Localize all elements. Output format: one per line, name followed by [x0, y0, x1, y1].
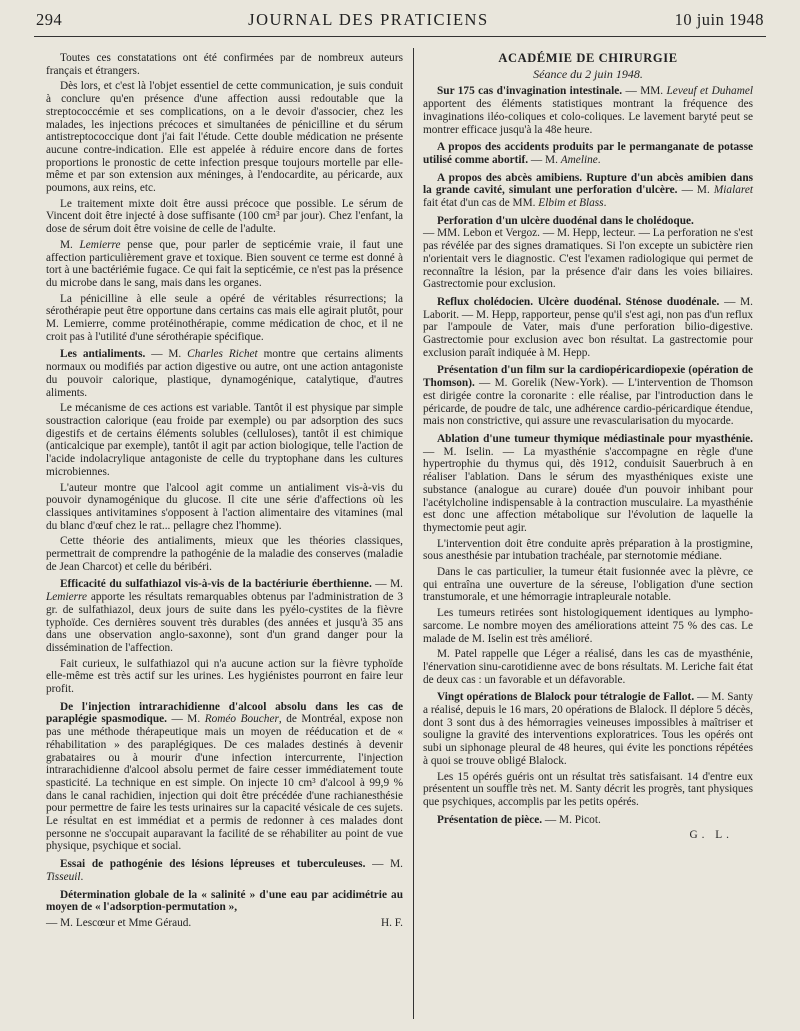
- entry-title: Perforation d'un ulcère duodénal dans le cholédoque.: [437, 214, 694, 227]
- issue-date: 10 juin 1948: [674, 10, 764, 29]
- text-run: — M.: [145, 348, 188, 361]
- text-run: — M. Iselin. — La myasthénie s'accompagne en règle d'une hypertrophie du thymus qui, dès 1912, conduisit Sauerbruch à en réaliser l'ablation. Dans le sérum des myasthéniques existe une substance (analogue au curare) douée d'un pouvoir inhibant pour l'acétylcholine indispensable à la contraction musculaire. La myasthénie est donc une affection métabolique sur l'évolution de laquelle la thymectomie peut agir.: [423, 445, 753, 534]
- author-names: — M. Lescœur et Mme Géraud.: [46, 917, 192, 929]
- text-run: pense que, pour parler de septicémie vraie, il faut une affection particulièrement grave et toxique. Bien souvent ce terme est donné à tort à une bactériémie fugace. Ce qui fait la septicémie, ce n'est pas la présence du microbe dans le sang, mais dans les organes.: [46, 238, 403, 289]
- text-run: — M.: [528, 153, 561, 166]
- signature-line: [46, 917, 403, 930]
- column-divider: [413, 48, 414, 1019]
- paragraph: Toutes ces constatations ont été confirmées par de nombreux auteurs français et étrangers.: [46, 52, 403, 77]
- paragraph: L'auteur montre que l'alcool agit comme un antialiment vis-à-vis du pouvoir dynamogénique du glucose. Il cite une série d'affections où les classiques antivitamines s'opposent à l'action alimentaire des vitamines (mal du blanc d'œuf chez le rat... pellagre chez l'homme).: [46, 481, 403, 532]
- paragraph: M. Patel rappelle que Léger a réalisé, dans les cas de myasthénie, l'énervation sinu-carotidienne avec de bons résultats. M. Leriche fait état de deux cas : un favorable et un défavorable.: [423, 648, 753, 686]
- paragraph: Fait curieux, le sulfathiazol qui n'a aucune action sur la fièvre typhoïde elle-même est très actif sur les urines. Les hygiénistes pourront en faire leur profit.: [46, 657, 403, 696]
- author-name: Roméo Boucher: [204, 713, 279, 726]
- entry-title: Reflux cholédocien. Ulcère duodénal. Sténose duodénale.: [437, 295, 720, 308]
- author-name: Mialaret: [713, 184, 753, 197]
- paragraph: L'intervention doit être conduite après préparation à la prostigmine, sous anesthésie par intubation trachéale, par sternotomie médiane.: [423, 537, 753, 563]
- entry-title: Présentation de pièce.: [437, 813, 543, 826]
- entry-title: Présentation d'un film sur la cardiopéricardiopexie (opération de Thomson).: [423, 364, 753, 390]
- entry-invagination: [423, 85, 753, 136]
- paragraph: La pénicilline à elle seule a opéré de véritables résurrections; la sérothérapie peut être opportune dans certains cas mais elle agirait plutôt, pour M. Lemierre, comme protéinothérapie, comme médication de choc, et il ne croit pas à l'utilité d'une sérothérapie spécifique.: [46, 292, 403, 343]
- paragraph: Le mécanisme de ces actions est variable. Tantôt il est physique par simple soustraction calorique (eau froide par exemple) ou par adsorption des sucs digestifs et de certains éléments solubles (celluloses), tantôt il est chimique (anticalcique par exemple), tantôt il agit par action biologique, telle l'action de l'acide indolacrylique antagoniste de celle du tryptophane dans les cultures microbiennes.: [46, 402, 403, 478]
- entry-reflux: [423, 296, 753, 360]
- header-rule: [34, 36, 766, 37]
- paragraph: [46, 239, 403, 290]
- section-title: De l'injection intrarachidienne d'alcool absolu dans les cas de paraplégie spasmodique.: [46, 700, 403, 726]
- paragraph: Le traitement mixte doit être aussi précoce que possible. Le sérum de Vincent doit être injecté à dose suffisante (100 cm³ par jour). Chez l'enfant, la dose de sérum doit être voisine de celle de l'adulte.: [46, 197, 403, 236]
- text-run: — M.: [677, 184, 714, 197]
- paragraph: Les 15 opérés guéris ont un résultat très satisfaisant. 14 d'entre eux présentent un souffle très net. M. Santy décrit les progrès, tant physiques que psychiques, accomplis par les petits opérés.: [423, 770, 753, 808]
- left-column: [46, 52, 403, 933]
- session-date: Séance du 2 juin 1948.: [533, 66, 643, 81]
- text-run: apporte les résultats remarquables obtenus par l'administration de 3 gr. de sulfathiazol, deux jours de suite dans les pyélo-cystites de la fièvre typhoïde. Ces dernières souvent très durables (des années et jusqu'à 35 ans dans une observation anglo-saxonne), sont d'un grand danger pour la dissémination de l'affection.: [46, 591, 403, 654]
- text-run: — M.: [371, 578, 403, 591]
- section-sulfathiazol: [46, 578, 403, 654]
- entry-permanganate: [423, 141, 753, 166]
- text-run: apportent des éléments statistiques montrant la fréquence des invaginations iléo-coliques et colo-coliques. Le lavement baryté peut se montrer efficace jusqu'à la 48e heure.: [423, 98, 753, 136]
- paragraph: Cette théorie des antialiments, mieux que les théories classiques, permettrait de comprendre la pathogénie de la maladie des conserves (maladie de Jean Charcot) et celle du béribéri.: [46, 535, 403, 573]
- section-antialiments: [46, 348, 403, 399]
- author-name: Ameline: [560, 153, 598, 166]
- entry-blalock: [423, 691, 753, 767]
- text-run: — M.: [365, 858, 403, 871]
- entry-abces: [423, 172, 753, 210]
- entry-title: Ablation d'une tumeur thymique médiastinale pour myasthénie.: [437, 432, 753, 445]
- signature: H. F.: [380, 917, 403, 929]
- paragraph: Dans le cas particulier, la tumeur était fusionnée avec la plèvre, ce qui entraîna une ouverture de la séreuse, l'obligation d'une section transtumorale, et une hémorragie intrapleurale notable.: [423, 566, 753, 604]
- section-header: ACADÉMIE DE CHIRURGIE: [498, 51, 678, 65]
- paragraph: Les tumeurs retirées sont histologiquement identiques au lympho-sarcome. Le nombre moyen des améliorations atteint 75 % des cas. Le malade de M. Iselin est très amélioré.: [423, 607, 753, 645]
- section-title: Détermination globale de la « salinité » d'une eau par acidimétrie au moyen de « l'adsorption-permutation »,: [46, 888, 403, 914]
- entry-thymus: [423, 433, 753, 535]
- text-run: , de Montréal, expose non pas une méthode thérapeutique mais un moyen de rééducation et de « réhabilitation » des paraplégiques. De ces malades destinés à devenir grabataires ou à mourir d'une infection intercurrente, l'injection intrarachidienne d'alcool absolu permet de faire cesser immédiatement toute spasticité. La technique en est simple. On injecte 10 cm³ d'alcool à 99,9 % dans le canal rachidien, injection qui doit être précédée d'une rachianesthésie pour permettre de faire les tests urinaires sur la capacité vésicale de ces sujets. Le résultat en est immédiat et a permis de redonner à ces malades dont personne ne s'occupait auparavant la facilité de se réhabiliter au point de vue physique, psychique et social.: [46, 713, 403, 853]
- right-column: [423, 52, 753, 845]
- text-run: montre que certains aliments normaux ou modifiés par action digestive ou autre, ont une action antagoniste du pouvoir calorique, plastique, dynamogénique, catalytique, d'autres aliments.: [46, 348, 403, 399]
- author-names: Elbim et Blass: [538, 197, 604, 210]
- entry-title: A propos des abcès amibiens. Rupture d'un abcès amibien dans la grande cavité, simulant une perforation d'ulcère.: [423, 171, 753, 197]
- text-run: M.: [60, 238, 80, 251]
- entry-title: A propos des accidents produits par le permanganate de potasse utilisé comme abortif.: [423, 141, 753, 166]
- text-run: fait état d'un cas de MM.: [423, 197, 539, 210]
- paragraph: Dès lors, et c'est là l'objet essentiel de cette communication, je suis conduit à conclure qu'en présence d'une affection aussi redoutable que la streptococcémie et ses complications, on a le devoir d'associer, chez les malades, les injections précoces et simultanées de pénicilline et du sérum antistreptococcique dont j'ai fait l'étude. Cette double médication ne présente aucune contre-indication. Elle est appelée à réduire encore dans de fortes proportions le pronostic de cette infection presque toujours mortelle par elle-même et par son extension aux méninges, à l'endocardite, au péricarde, aux poumons, aux reins, etc.: [46, 80, 403, 195]
- text-run: .: [597, 153, 601, 166]
- section-lepreuses: [46, 858, 403, 883]
- section-title: Essai de pathogénie des lésions lépreuses et tuberculeuses.: [60, 858, 366, 871]
- entry-title: Vingt opérations de Blalock pour tétralogie de Fallot.: [437, 691, 695, 704]
- page-header: [36, 10, 764, 36]
- entry-piece: [423, 814, 753, 827]
- text-run: .: [80, 870, 84, 883]
- signature: G. L.: [689, 829, 733, 842]
- author-names: Leveuf et Duhamel: [666, 85, 753, 98]
- section-title: Les antialiments.: [60, 348, 146, 361]
- text-run: — M. Laborit. — M. Hepp, rapporteur, pense qu'il s'est agi, non pas d'un reflux par l'ampoule de Vater, mais d'une perforation bilio-digestive. Gastrectomie pour exclusion avec bon résultat. La gastrectomie pour exclusion paraît indiquée à M. Hepp.: [423, 295, 753, 359]
- entry-film: [423, 364, 753, 428]
- text-run: .: [603, 197, 607, 210]
- entry-perforation: [423, 215, 753, 291]
- author-name: Charles Richet: [187, 348, 258, 361]
- text-run: — M. Gorelik (New-York). — L'intervention de Thomson est dirigée contre la coronarite : elle réalise, par l'introduction dans le péricarde, de poudre de talc, une adhérence cardio-péricardique étendue, mais non constrictive, qui assure une revascularisation du myocarde.: [423, 377, 753, 428]
- text-run: — M.: [166, 713, 205, 726]
- entry-title: Sur 175 cas d'invagination intestinale.: [437, 85, 623, 98]
- section-title: Efficacité du sulfathiazol vis-à-vis de la bactériurie éberthienne.: [60, 578, 372, 591]
- text-run: — MM. Lebon et Vergoz. — M. Hepp, lecteur. — La perforation ne s'est pas révélée par des signes dramatiques. Si l'on excepte un subictère rien n'orientait vers le diagnostic. C'est l'examen radiologique qui permet de reconnaître la lésion, par la présence d'air dans les voies biliaires. Gastrectomie pour exclusion.: [423, 227, 753, 291]
- author-name: Lemierre: [79, 238, 121, 251]
- section-alcool: [46, 701, 403, 853]
- page-number: 294: [36, 10, 63, 29]
- author-name: Tisseuil: [46, 870, 81, 883]
- journal-title: JOURNAL DES PRATICIENS: [248, 10, 489, 29]
- author-name: Lemierre: [46, 591, 87, 604]
- text-run: — M. Picot.: [542, 813, 601, 826]
- text-run: — MM.: [622, 85, 667, 98]
- section-salinite: [46, 889, 403, 914]
- text-run: — M. Santy a réalisé, depuis le 16 mars, 20 opérations de Blalock. Il déplore 5 décès, dont 3 sont dus à des hémorragies veineuses impossibles à maîtriser et souligne la gravité des interventions exploratrices. Tous les opérés ont subi un siphonage pleural de 48 heures, qui évite les ponctions répétées à quoi se trouve obligé Blalock.: [423, 691, 753, 767]
